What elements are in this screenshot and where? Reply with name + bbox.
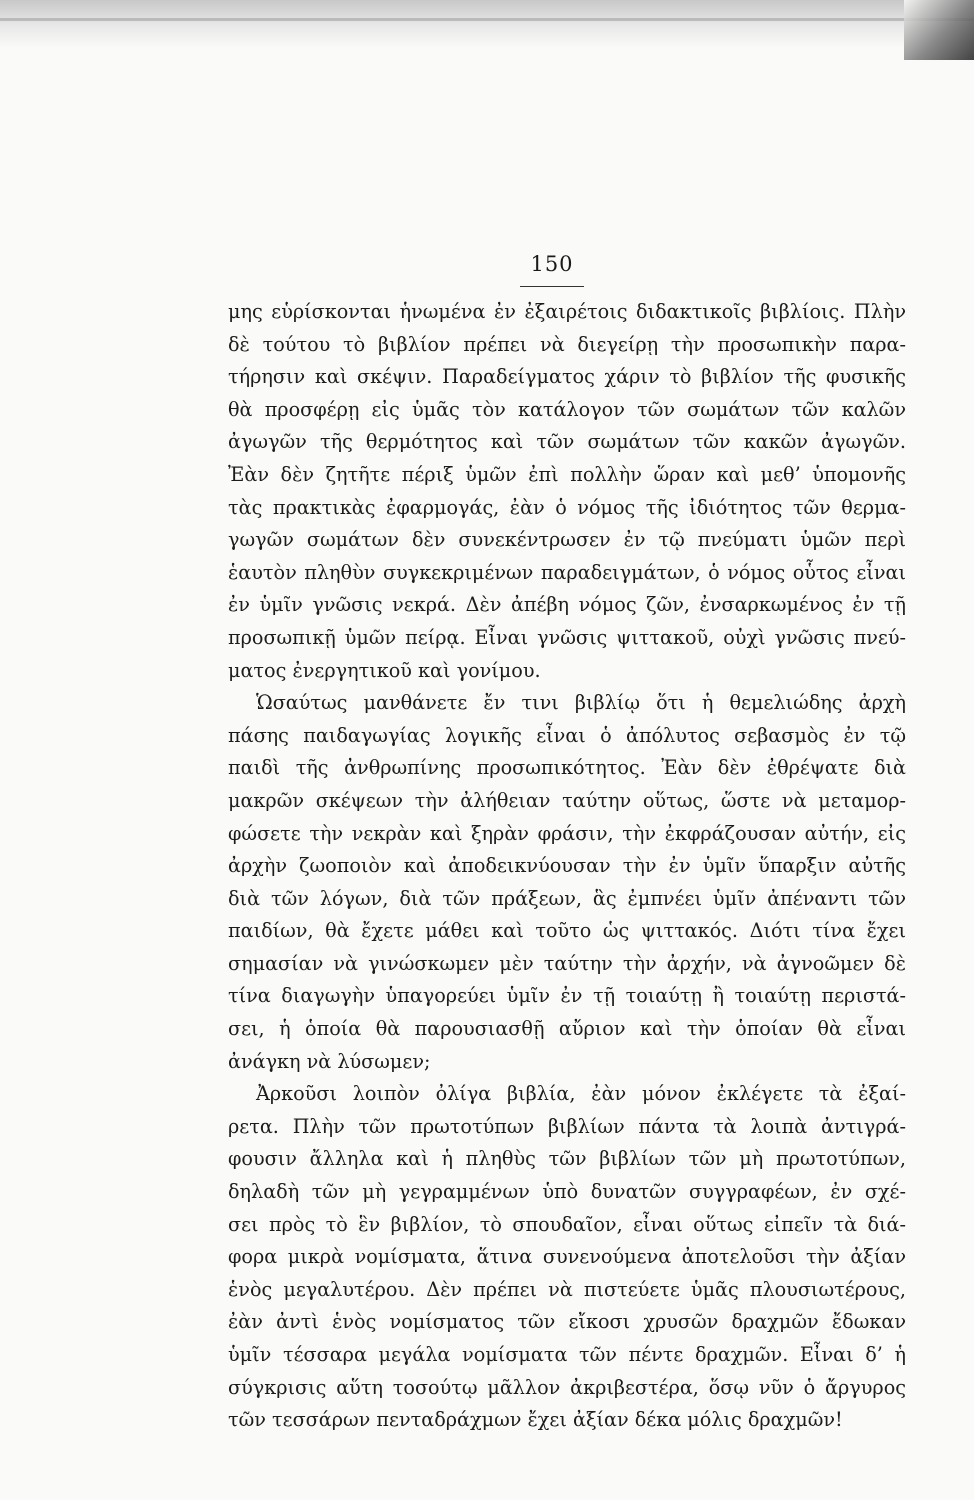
text-line: ρετα. Πλὴν τῶν πρωτοτύπων βιβλίων πάντα τὰ λοιπὰ ἀντιγρά- [228,1114,906,1138]
text-line: δὲ τούτου τὸ βιβλίον πρέπει νὰ διεγείρῃ τὴν προσωπικὴν παρα- [228,332,906,356]
text-line: ἑαυτὸν πληθὺν συγκεκριμένων παραδειγμάτων, ὁ νόμος οὗτος εἶναι [228,560,906,584]
page-binding-edge [0,0,974,48]
text-line: Ἀρκοῦσι λοιπὸν ὀλίγα βιβλία, ἐὰν μόνον ἐκλέγετε τὰ ἐξαί- [256,1082,906,1106]
text-line: μακρῶν σκέψεων τὴν ἀλήθειαν ταύτην οὕτως, ὥστε νὰ μεταμορ- [228,788,906,812]
text-line: ματος ἐνεργητικοῦ καὶ γονίμου. [228,658,541,682]
text-line: τήρησιν καὶ σκέψιν. Παραδείγματος χάριν τὸ βιβλίον τῆς φυσικῆς [228,365,906,389]
body-text [228,296,906,1437]
text-line: μης εὑρίσκονται ἡνωμένα ἐν ἐξαιρέτοις διδακτικοῖς βιβλίοις. Πλὴν [228,300,906,323]
page-number-rule [520,286,584,287]
text-line: θὰ προσφέρῃ εἰς ὑμᾶς τὸν κατάλογον τῶν σωμάτων τῶν καλῶν [228,397,906,421]
text-line: ἐὰν ἀντὶ ἑνὸς νομίσματος τῶν εἴκοσι χρυσῶν δραχμῶν ἔδωκαν [228,1310,906,1334]
text-line: σημασίαν νὰ γινώσκωμεν μὲν ταύτην τὴν ἀρχήν, νὰ ἀγνοῶμεν δὲ [228,951,906,975]
text-line: τίνα διαγωγὴν ὑπαγορεύει ὑμῖν ἐν τῇ τοιαύτῃ ἢ τοιαύτῃ περιστά- [228,984,906,1008]
text-line: γωγῶν σωμάτων δὲν συνεκέντρωσεν ἐν τῷ πνεύματι ὑμῶν περὶ [228,528,906,552]
text-line: δηλαδὴ τῶν μὴ γεγραμμένων ὑπὸ δυνατῶν συγγραφέων, ἐν σχέ- [228,1180,906,1204]
text-line: ἐν ὑμῖν γνῶσις νεκρά. Δὲν ἀπέβη νόμος ζῶν, ἐνσαρκωμένος ἐν τῇ [228,593,906,617]
text-line: σει πρὸς τὸ ἓν βιβλίον, τὸ σπουδαῖον, εἶναι οὕτως εἰπεῖν τὰ διά- [228,1212,906,1236]
binding-shadow-line [0,18,974,21]
text-line: φουσιν ἄλληλα καὶ ἡ πληθὺς τῶν βιβλίων τῶν μὴ πρωτοτύπων, [228,1147,906,1171]
page-corner-shadow [904,0,974,60]
text-line: παιδίων, θὰ ἔχετε μάθει καὶ τοῦτο ὡς ψιττακός. Διότι τίνα ἔχει [228,919,906,943]
text-line: ἀρχὴν ζωοποιὸν καὶ ἀποδεικνύουσαν τὴν ἐν ὑμῖν ὕπαρξιν αὐτῆς [228,854,906,878]
text-line: ἀγωγῶν τῆς θερμότητος καὶ τῶν σωμάτων τῶν κακῶν ἀγωγῶν. [228,430,906,454]
text-line: ἀνάγκη νὰ λύσωμεν; [228,1049,431,1073]
text-line: φώσετε τὴν νεκρὰν καὶ ξηρὰν φράσιν, τὴν ἐκφράζουσαν αὐτήν, εἰς [228,821,906,845]
text-line: παιδὶ τῆς ἀνθρωπίνης προσωπικότητος. Ἐὰν δὲν ἐθρέψατε διὰ [228,756,906,780]
text-line: τὰς πρακτικὰς ἐφαρμογάς, ἐὰν ὁ νόμος τῆς ἰδιότητος τῶν θερμα- [228,495,906,519]
text-line: τῶν τεσσάρων πενταδράχμων ἔχει ἀξίαν δέκα μόλις δραχμῶν! [228,1408,843,1432]
text-line: πάσης παιδαγωγίας λογικῆς εἶναι ὁ ἀπόλυτος σεβασμὸς ἐν τῷ [228,723,906,747]
text-line: σει, ἡ ὁποία θὰ παρουσιασθῇ αὔριον καὶ τὴν ὁποίαν θὰ εἶναι [228,1017,906,1041]
text-line: ἑνὸς μεγαλυτέρου. Δὲν πρέπει νὰ πιστεύετε ὑμᾶς πλουσιωτέρους, [228,1277,906,1301]
text-line: Ὡσαύτως μανθάνετε ἔν τινι βιβλίῳ ὅτι ἡ θεμελιώδης ἀρχὴ [256,691,906,715]
text-line: προσωπικῇ ὑμῶν πείρᾳ. Εἶναι γνῶσις ψιττακοῦ, οὐχὶ γνῶσις πνεύ- [228,625,906,649]
page-number: 150 [530,252,574,276]
text-line: ὑμῖν τέσσαρα μεγάλα νομίσματα τῶν πέντε δραχμῶν. Εἶναι δ’ ἡ [228,1343,906,1366]
text-line: φορα μικρὰ νομίσματα, ἅτινα συνενούμενα ἀποτελοῦσι τὴν ἀξίαν [228,1245,906,1269]
text-line: Ἐὰν δὲν ζητῆτε πέριξ ὑμῶν ἐπὶ πολλὴν ὥραν καὶ μεθ’ ὑπομονῆς [228,462,906,486]
text-line: σύγκρισις αὕτη τοσούτῳ μᾶλλον ἀκριβεστέρα, ὅσῳ νῦν ὁ ἄργυρος [228,1375,906,1399]
text-line: διὰ τῶν λόγων, διὰ τῶν πράξεων, ἃς ἐμπνέει ὑμῖν ἀπέναντι τῶν [228,886,906,910]
